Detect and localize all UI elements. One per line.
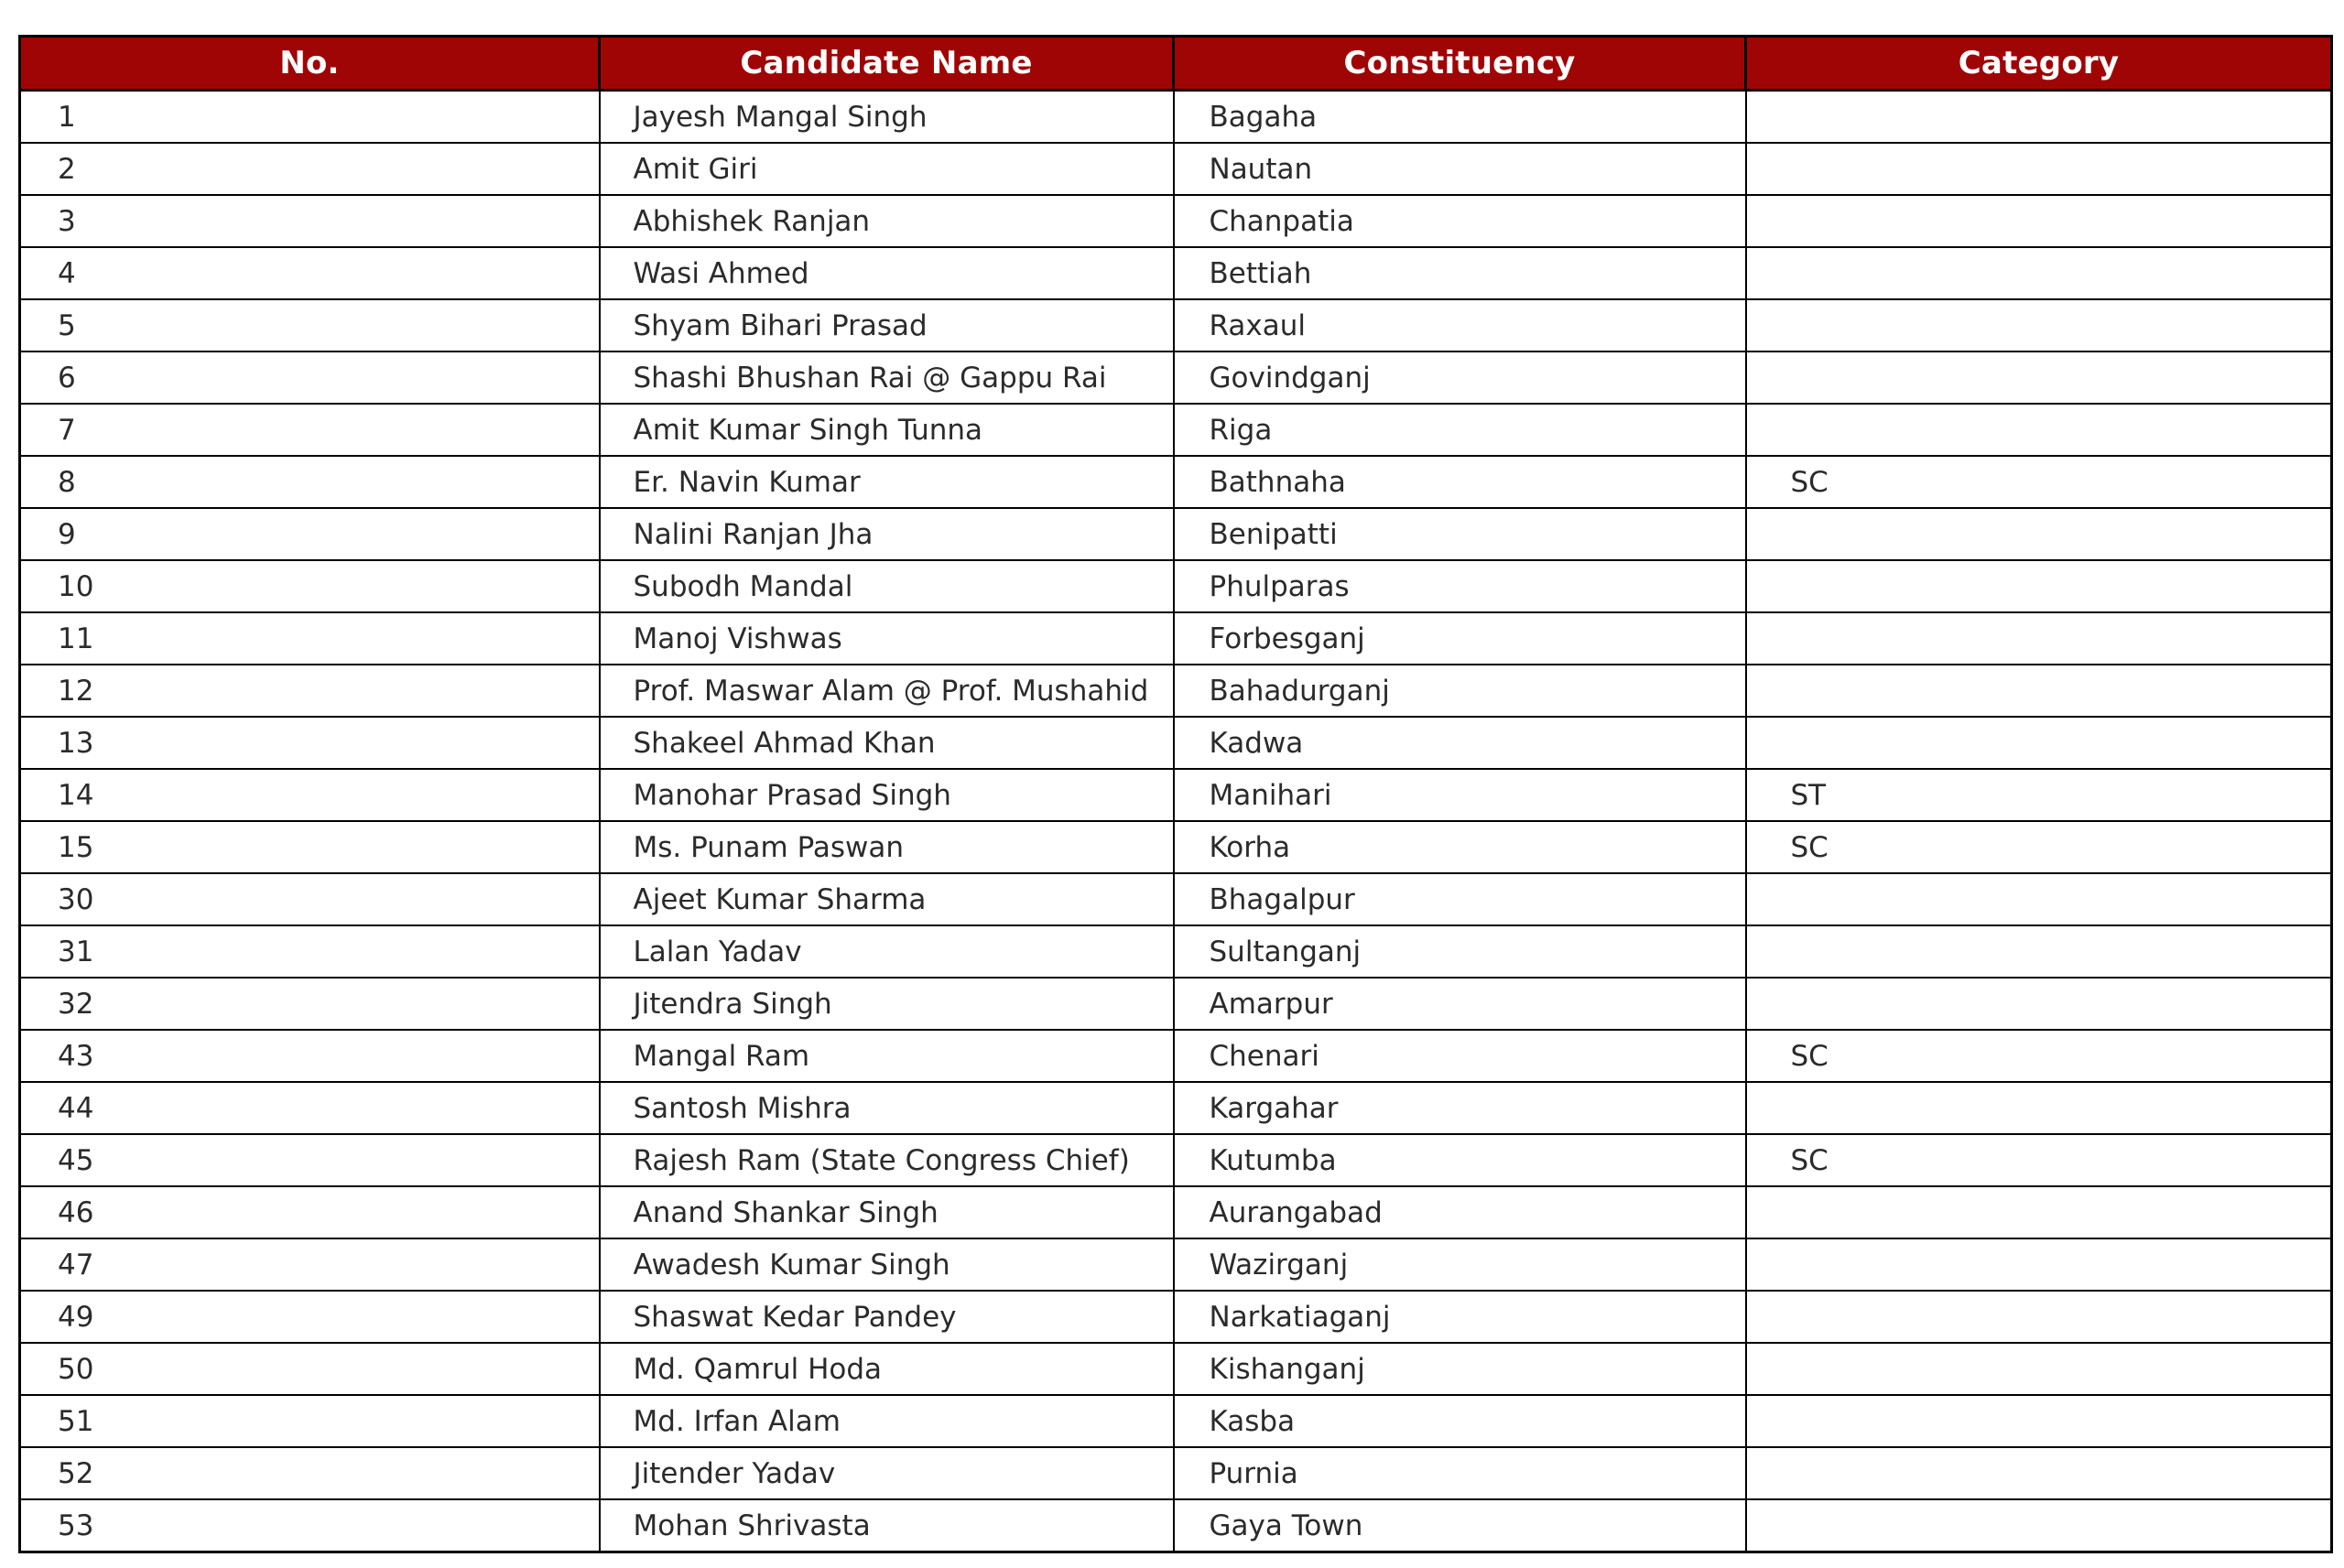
cell-no-text: 5 [58,308,76,342]
cell-category [1746,1186,2332,1238]
cell-candidate-name-text: Nalini Ranjan Jha [633,517,874,551]
cell-constituency-text: Bagaha [1209,100,1318,134]
cell-no [20,1238,600,1291]
cell-no-text: 3 [58,204,76,238]
cell-no-text: 13 [58,726,94,760]
cell-category [1746,978,2332,1030]
cell-no-text: 15 [58,830,94,864]
cell-constituency [1174,560,1746,612]
cell-no-text: 32 [58,987,94,1021]
cell-no [20,1082,600,1134]
cell-constituency [1174,821,1746,873]
cell-candidate-name-text: Shashi Bhushan Rai @ Gappu Rai [633,361,1107,395]
cell-category-text: SC [1790,465,1829,499]
cell-no [20,299,600,351]
cell-candidate-name [600,769,1174,821]
cell-constituency-text: Sultanganj [1209,935,1362,968]
cell-candidate-name [600,91,1174,144]
cell-constituency-text: Forbesganj [1209,622,1365,655]
cell-no-text: 12 [58,674,94,708]
cell-constituency-text: Wazirganj [1209,1248,1349,1281]
cell-candidate-name-text: Er. Navin Kumar [633,465,861,499]
cell-candidate-name [600,1238,1174,1291]
cell-constituency-text: Govindganj [1209,361,1371,395]
cell-constituency-text: Bhagalpur [1209,882,1355,916]
cell-category [1746,1082,2332,1134]
cell-no [20,873,600,925]
cell-no-text: 47 [58,1248,94,1281]
cell-candidate-name-text: Md. Qamrul Hoda [633,1352,883,1386]
cell-no-text: 7 [58,413,76,447]
cell-no-text: 46 [58,1195,94,1229]
cell-category [1746,456,2332,508]
cell-constituency [1174,91,1746,144]
cell-candidate-name [600,1343,1174,1395]
cell-no [20,143,600,195]
cell-candidate-name-text: Jayesh Mangal Singh [633,100,928,134]
cell-no-text: 43 [58,1039,94,1073]
cell-candidate-name-text: Abhishek Ranjan [633,204,871,238]
table-row[interactable] [20,925,2332,978]
table-row[interactable] [20,1447,2332,1499]
cell-constituency-text: Gaya Town [1209,1509,1363,1542]
cell-candidate-name-text: Wasi Ahmed [633,256,809,290]
cell-category [1746,1238,2332,1291]
cell-no [20,717,600,769]
cell-candidate-name [600,1291,1174,1343]
cell-candidate-name-text: Amit Giri [633,152,758,186]
cell-no-text: 4 [58,256,76,290]
cell-category [1746,873,2332,925]
table-row[interactable] [20,873,2332,925]
cell-constituency-text: Riga [1209,413,1273,447]
cell-constituency-text: Bahadurganj [1209,674,1390,708]
cell-no [20,456,600,508]
cell-constituency [1174,612,1746,665]
cell-no-text: 45 [58,1143,94,1177]
cell-no-text: 50 [58,1352,94,1386]
cell-candidate-name [600,560,1174,612]
cell-constituency [1174,717,1746,769]
table-row[interactable] [20,978,2332,1030]
table-row[interactable] [20,1343,2332,1395]
cell-candidate-name [600,508,1174,560]
cell-no-text: 1 [58,100,76,134]
table-row[interactable] [20,247,2332,299]
cell-no [20,1343,600,1395]
cell-candidate-name [600,1395,1174,1447]
table-row[interactable] [20,456,2332,508]
table-row[interactable] [20,1238,2332,1291]
cell-candidate-name [600,1186,1174,1238]
cell-no-text: 8 [58,465,76,499]
cell-no [20,404,600,456]
cell-no [20,1291,600,1343]
table-row[interactable] [20,717,2332,769]
table-row[interactable] [20,1499,2332,1552]
cell-no-text: 14 [58,778,94,812]
table-row[interactable] [20,195,2332,247]
table-row[interactable] [20,821,2332,873]
cell-constituency-text: Manihari [1209,778,1332,812]
cell-no [20,1499,600,1552]
cell-category [1746,143,2332,195]
cell-constituency-text: Kasba [1209,1404,1296,1438]
cell-constituency [1174,1343,1746,1395]
cell-no [20,665,600,717]
cell-candidate-name-text: Amit Kumar Singh Tunna [633,413,983,447]
cell-candidate-name [600,1447,1174,1499]
cell-category [1746,1030,2332,1082]
cell-candidate-name [600,821,1174,873]
cell-category [1746,247,2332,299]
cell-no [20,978,600,1030]
table-row[interactable] [20,299,2332,351]
cell-candidate-name [600,456,1174,508]
cell-constituency-text: Chanpatia [1209,204,1354,238]
cell-constituency-text: Chenari [1209,1039,1319,1073]
cell-no [20,1134,600,1186]
cell-constituency [1174,1134,1746,1186]
cell-candidate-name [600,1030,1174,1082]
header-row [20,37,2332,91]
cell-category [1746,195,2332,247]
cell-candidate-name [600,247,1174,299]
table-row[interactable] [20,612,2332,665]
cell-candidate-name [600,404,1174,456]
cell-category-text: ST [1790,778,1827,812]
cell-candidate-name-text: Jitender Yadav [633,1456,836,1490]
cell-constituency [1174,404,1746,456]
table-header [20,37,2332,91]
cell-constituency-text: Kishanganj [1209,1352,1365,1386]
cell-constituency-text: Narkatiaganj [1209,1300,1391,1334]
cell-candidate-name [600,1134,1174,1186]
cell-no [20,351,600,404]
cell-constituency [1174,247,1746,299]
cell-constituency [1174,1186,1746,1238]
cell-category-text: SC [1790,1039,1829,1073]
cell-candidate-name-text: Ms. Punam Paswan [633,830,905,864]
table-row[interactable] [20,665,2332,717]
column-header-category[interactable]: Category [1746,37,2332,91]
table-row[interactable] [20,1082,2332,1134]
cell-candidate-name-text: Manoj Vishwas [633,622,842,655]
cell-candidate-name-text: Md. Irfan Alam [633,1404,841,1438]
cell-candidate-name [600,1499,1174,1552]
cell-no [20,1447,600,1499]
cell-no [20,195,600,247]
table-row[interactable] [20,508,2332,560]
cell-category [1746,508,2332,560]
candidate-table-container [18,35,2330,1553]
cell-candidate-name [600,1082,1174,1134]
cell-category [1746,1499,2332,1552]
cell-no [20,1186,600,1238]
cell-no [20,1395,600,1447]
cell-constituency-text: Aurangabad [1209,1195,1383,1229]
cell-candidate-name [600,978,1174,1030]
cell-constituency [1174,351,1746,404]
cell-constituency [1174,1082,1746,1134]
column-header-candidate[interactable]: Candidate Name [600,37,1174,91]
cell-no [20,821,600,873]
cell-candidate-name [600,665,1174,717]
cell-constituency [1174,1291,1746,1343]
cell-candidate-name [600,143,1174,195]
cell-no [20,91,600,144]
cell-category [1746,612,2332,665]
cell-constituency [1174,1395,1746,1447]
cell-category [1746,560,2332,612]
cell-constituency [1174,508,1746,560]
table-row[interactable] [20,1395,2332,1447]
cell-no-text: 9 [58,517,76,551]
table-row[interactable] [20,404,2332,456]
cell-candidate-name-text: Jitendra Singh [633,987,832,1021]
cell-no [20,508,600,560]
cell-candidate-name-text: Shakeel Ahmad Khan [633,726,936,760]
cell-candidate-name-text: Santosh Mishra [633,1091,852,1125]
cell-no [20,560,600,612]
cell-no-text: 10 [58,569,94,603]
cell-no-text: 53 [58,1509,94,1542]
cell-candidate-name [600,612,1174,665]
cell-constituency-text: Nautan [1209,152,1313,186]
cell-candidate-name [600,195,1174,247]
cell-constituency [1174,769,1746,821]
table-row[interactable] [20,769,2332,821]
table-body [20,91,2332,1552]
cell-category [1746,665,2332,717]
table-row[interactable] [20,1134,2332,1186]
cell-no-text: 52 [58,1456,94,1490]
table-row[interactable] [20,91,2332,144]
cell-category [1746,351,2332,404]
cell-candidate-name-text: Ajeet Kumar Sharma [633,882,927,916]
cell-constituency-text: Kutumba [1209,1143,1337,1177]
cell-candidate-name-text: Anand Shankar Singh [633,1195,939,1229]
cell-category [1746,769,2332,821]
cell-candidate-name [600,873,1174,925]
cell-category [1746,717,2332,769]
cell-candidate-name [600,299,1174,351]
cell-constituency [1174,143,1746,195]
cell-no-text: 30 [58,882,94,916]
cell-no-text: 11 [58,622,94,655]
cell-candidate-name-text: Mangal Ram [633,1039,810,1073]
cell-candidate-name [600,925,1174,978]
cell-candidate-name-text: Shyam Bihari Prasad [633,308,928,342]
column-header-constituency[interactable]: Constituency [1174,37,1746,91]
cell-candidate-name-text: Prof. Maswar Alam @ Prof. Mushahid [633,674,1149,708]
cell-candidate-name-text: Shaswat Kedar Pandey [633,1300,957,1334]
cell-constituency [1174,873,1746,925]
cell-category-text: SC [1790,1143,1829,1177]
cell-category [1746,1447,2332,1499]
cell-category [1746,299,2332,351]
cell-candidate-name-text: Lalan Yadav [633,935,802,968]
table-row[interactable] [20,1291,2332,1343]
cell-constituency-text: Purnia [1209,1456,1298,1490]
cell-no-text: 31 [58,935,94,968]
candidate-table [18,35,2333,1553]
cell-candidate-name-text: Manohar Prasad Singh [633,778,951,812]
cell-constituency [1174,925,1746,978]
cell-constituency [1174,195,1746,247]
cell-candidate-name [600,717,1174,769]
cell-constituency [1174,1238,1746,1291]
cell-constituency-text: Benipatti [1209,517,1338,551]
cell-constituency-text: Bathnaha [1209,465,1346,499]
table-row[interactable] [20,1030,2332,1082]
cell-constituency-text: Kadwa [1209,726,1304,760]
cell-no [20,247,600,299]
cell-candidate-name-text: Awadesh Kumar Singh [633,1248,950,1281]
cell-no [20,612,600,665]
table-row[interactable] [20,143,2332,195]
cell-constituency [1174,1447,1746,1499]
cell-constituency [1174,665,1746,717]
cell-category [1746,404,2332,456]
cell-no-text: 44 [58,1091,94,1125]
cell-candidate-name [600,351,1174,404]
cell-category [1746,1134,2332,1186]
cell-category [1746,91,2332,144]
cell-candidate-name-text: Rajesh Ram (State Congress Chief) [633,1143,1130,1177]
cell-candidate-name-text: Subodh Mandal [633,569,853,603]
cell-candidate-name-text: Mohan Shrivasta [633,1509,871,1542]
cell-category [1746,925,2332,978]
cell-no [20,769,600,821]
cell-constituency-text: Phulparas [1209,569,1350,603]
cell-category [1746,821,2332,873]
cell-constituency [1174,1499,1746,1552]
cell-no [20,925,600,978]
cell-constituency [1174,456,1746,508]
cell-constituency-text: Raxaul [1209,308,1306,342]
cell-constituency-text: Korha [1209,830,1291,864]
cell-no-text: 6 [58,361,76,395]
cell-constituency-text: Amarpur [1209,987,1333,1021]
cell-no-text: 2 [58,152,76,186]
cell-no [20,1030,600,1082]
table-row[interactable] [20,1186,2332,1238]
cell-category-text: SC [1790,830,1829,864]
cell-constituency [1174,978,1746,1030]
cell-category [1746,1291,2332,1343]
table-row[interactable] [20,351,2332,404]
column-header-no[interactable]: No. [20,37,600,91]
table-row[interactable] [20,560,2332,612]
cell-no-text: 51 [58,1404,94,1438]
cell-category [1746,1395,2332,1447]
cell-constituency [1174,1030,1746,1082]
cell-constituency [1174,299,1746,351]
cell-no-text: 49 [58,1300,94,1334]
cell-category [1746,1343,2332,1395]
cell-constituency-text: Kargahar [1209,1091,1339,1125]
cell-constituency-text: Bettiah [1209,256,1312,290]
